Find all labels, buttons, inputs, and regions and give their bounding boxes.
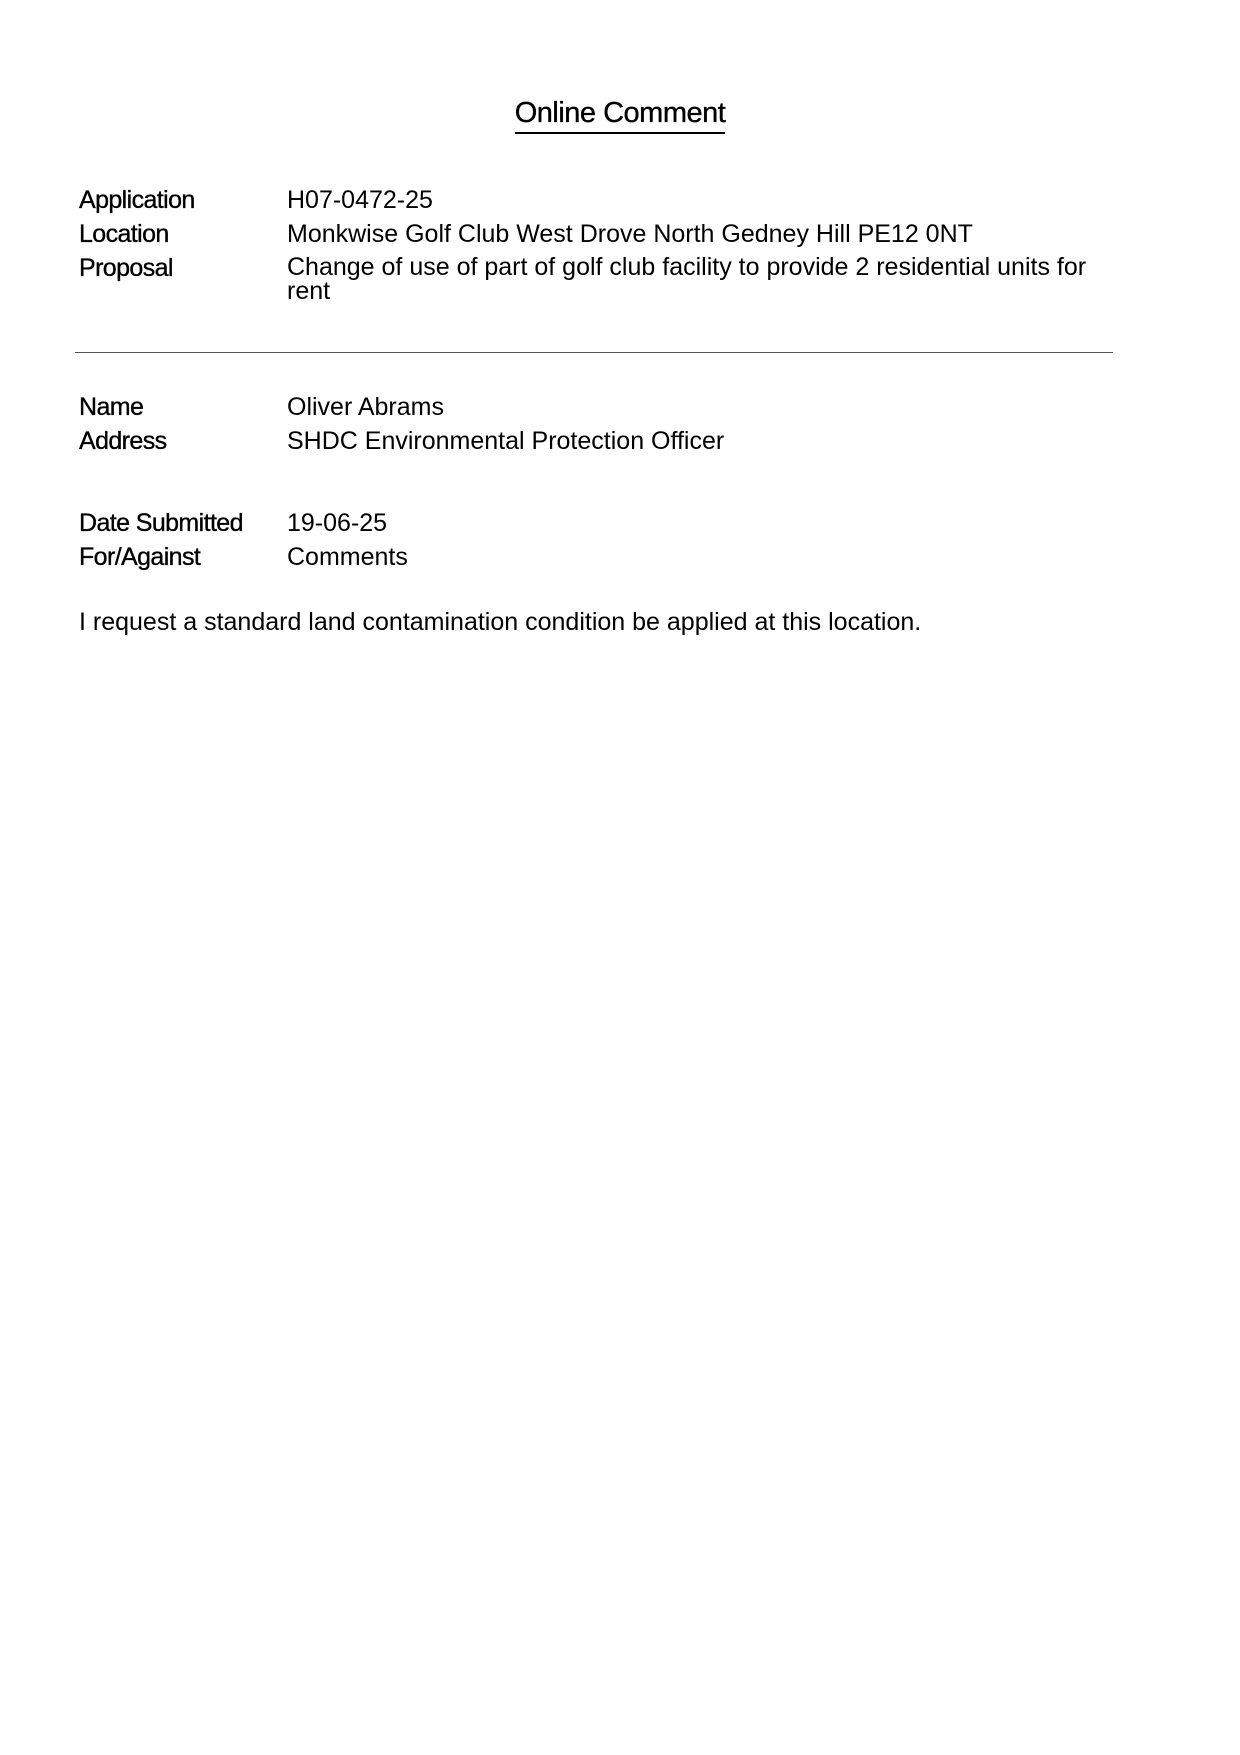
date-submitted-label: Date Submitted: [79, 509, 243, 537]
name-value: Oliver Abrams: [287, 393, 444, 421]
section-divider: [75, 352, 1113, 353]
application-label: Application: [79, 186, 195, 214]
name-label: Name: [79, 393, 144, 421]
page-title-text: Online Comment: [515, 96, 726, 134]
comment-text: I request a standard land contamination condition be applied at this location.: [79, 608, 922, 636]
address-label: Address: [79, 427, 167, 455]
proposal-value: Change of use of part of golf club facility to provide 2 residential units for rent: [287, 253, 1087, 305]
proposal-label: Proposal: [79, 254, 173, 282]
for-against-value: Comments: [287, 543, 408, 571]
location-label: Location: [79, 220, 169, 248]
date-submitted-value: 19-06-25: [287, 509, 388, 537]
for-against-label: For/Against: [79, 543, 201, 571]
location-value: Monkwise Golf Club West Drove North Gedney Hill PE12 0NT: [287, 220, 973, 248]
page-title: [0, 96, 1240, 134]
address-value: SHDC Environmental Protection Officer: [287, 427, 725, 455]
application-value: H07-0472-25: [287, 186, 433, 214]
